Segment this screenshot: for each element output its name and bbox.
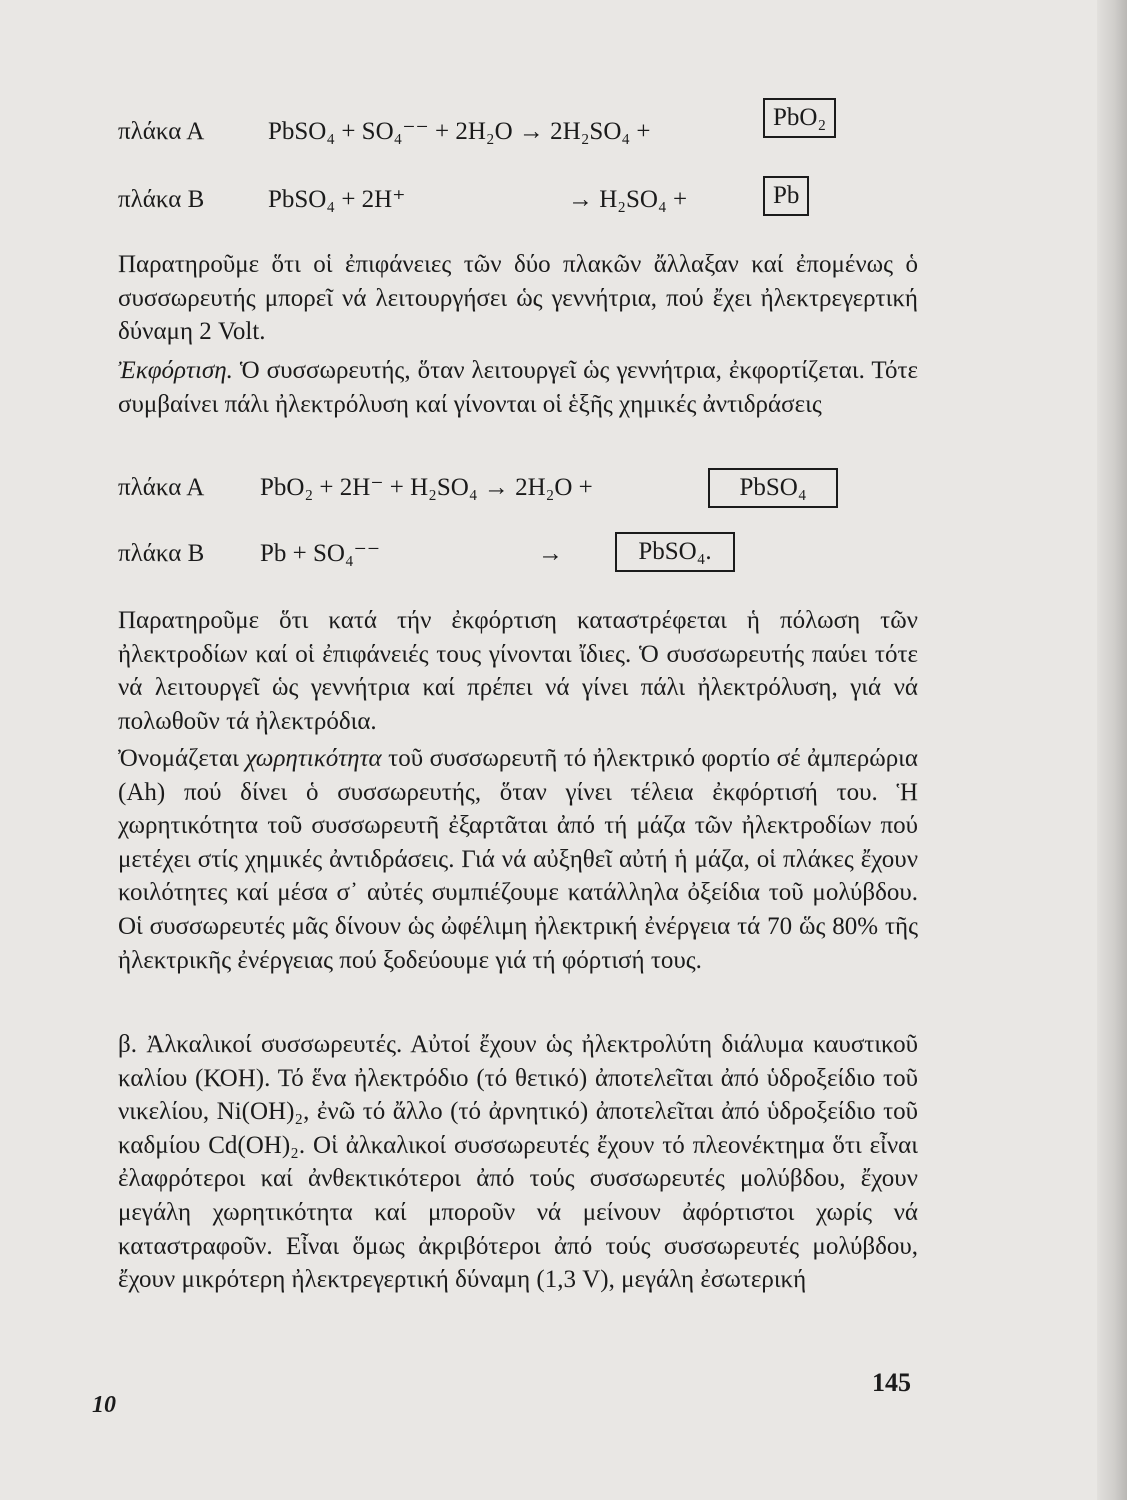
paragraph-polarization: Παρατηροῦμε ὅτι κατά τήν ἐκφόρτιση καταστρέφεται ἡ πόλωση τῶν ἠλεκτροδίων καί οἱ ἐπιφάνειές τους γίνονται ἴδιες. Ὁ συσσωρευτής παύει τότε νά λειτουργεῖ ὡς γεννήτρια καί πρέπει νά γίνει πάλι ἠλεκτρόλυση, γιά νά πολωθοῦν τά ἠλεκτρόδια. [118, 607, 918, 735]
boxed-product: PbO₂ [763, 98, 836, 138]
equation-formula: Pb + SO₄⁻⁻ [260, 540, 381, 567]
equation-formula: PbSO₄ + SO₄⁻⁻ + 2H₂O → 2H₂SO₄ + [268, 118, 651, 145]
equation-charge-plate-b [118, 178, 878, 222]
equation-arrow-part: → H₂SO₄ + [568, 186, 688, 213]
equation-charge-plate-a [118, 104, 878, 154]
page-number: 145 [872, 1368, 911, 1397]
term-discharge: Ἐκφόρτιση. [118, 357, 233, 384]
equation-formula: PbSO₄ + 2H⁺ [268, 186, 406, 213]
boxed-product: PbSO₄ [708, 468, 838, 508]
boxed-product: PbSO₄. [615, 532, 735, 572]
paragraph-capacity-text: τοῦ συσσωρευτῆ τό ἠλεκτρικό φορτίο σέ ἀμπερώρια (Ah) πού δίνει ὁ συσσωρευτής, ὅταν γίνει τέλεια ἐκφόρτισή του. Ἡ χωρητικότητα τοῦ συσσωρευτῆ ἐξαρτᾶται ἀπό τή μάζα τῶν ἠλεκτροδίων πού μετέχει στίς χημικές ἀντιδράσεις. Γιά νά αὐξηθεῖ αὐτή ἡ μάζα, οἱ πλάκες ἔχουν κοιλότητες καί μέσα σ᾽ αὐτές συμπιέζουμε κατάλληλα ὀξείδια τοῦ μολύβδου. Οἱ συσσωρευτές μᾶς δίνουν ὡς ὠφέλιμη ἠλεκτρική ἐνέργεια τά 70 ὥς 80% τῆς ἠλεκτρικῆς ἐνέργειας πού ξοδεύουμε γιά τή φόρτισή τους. [118, 745, 918, 974]
signature-mark: 10 [92, 1392, 116, 1418]
equation-formula: PbO₂ + 2H⁻ + H₂SO₄ → 2H₂O + [260, 474, 593, 501]
equation-discharge-plate-b [118, 532, 858, 576]
equation-label: πλάκα Α [118, 474, 205, 501]
boxed-product: Pb [763, 176, 809, 216]
equation-label: πλάκα Β [118, 540, 205, 567]
paragraph-capacity [118, 742, 918, 977]
equation-arrow-part: → [538, 540, 563, 567]
paragraph-alkaline-batteries: β. Ἀλκαλικοί συσσωρευτές. Αὐτοί ἔχουν ὡς ἠλεκτρολύτη διάλυμα καυστικοῦ καλίου (ΚΟΗ). Τό ἕνα ἠλεκτρόδιο (τό θετικό) ἀποτελεῖται ἀπό ὑδροξείδιο τοῦ νικελίου, Ni(OH)₂, ἐνῶ τό ἄλλο (τό ἀρνητικό) ἀποτελεῖται ἀπό ὑδροξείδιο τοῦ καδμίου Cd(OH)₂. Οἱ ἀλκαλικοί συσσωρευτές ἔχουν τό πλεονέκτημα ὅτι εἶναι ἐλαφρότεροι καί ἀνθεκτικότεροι ἀπό τούς συσσωρευτές μολύβδου, ἔχουν μεγάλη χωρητικότητα καί μποροῦν νά μείνουν ἀφόρτιστοι χωρίς νά καταστραφοῦν. Εἶναι ὅμως ἀκριβότεροι ἀπό τούς συσσωρευτές μολύβδου, ἔχουν μικρότερη ἠλεκτρεγερτική δύναμη (1,3 V), μεγάλη ἐσωτερική [118, 1031, 918, 1294]
paragraph-surfaces-changed: Παρατηροῦμε ὅτι οἱ ἐπιφάνειες τῶν δύο πλακῶν ἄλλαξαν καί ἐπομένως ὁ συσσωρευτής μπορεῖ νά λειτουργήσει ὡς γεννήτρια, πού ἔχει ἠλεκτρεγερτική δύναμη 2 Volt. [118, 251, 918, 346]
paragraph-capacity-start: Ὀνομάζεται [118, 745, 246, 772]
term-capacity: χωρητικότητα [245, 745, 382, 772]
equation-label: πλάκα Α [118, 118, 205, 145]
paragraph-discharge [118, 354, 918, 421]
equation-discharge-plate-a [118, 466, 858, 510]
equation-label: πλάκα Β [118, 186, 205, 213]
paragraph-discharge-text: Ὁ συσσωρευτής, ὅταν λειτουργεῖ ὡς γεννήτρια, ἐκφορτίζεται. Τότε συμβαίνει πάλι ἠλεκτρόλυση καί γίνονται οἱ ἑξῆς χημικές ἀντιδράσεις [118, 357, 918, 418]
